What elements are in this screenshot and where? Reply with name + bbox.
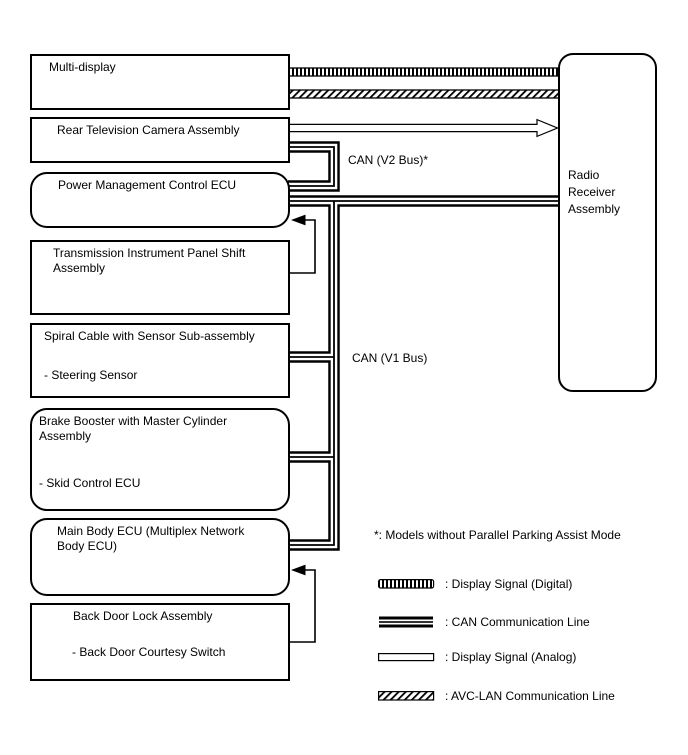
digital-signal-line [289,68,559,76]
legend-item-analog [378,650,576,664]
footnote: *: Models without Parallel Parking Assist Mode [374,528,621,542]
node-label: Brake Booster with Master Cylinder Assembly [39,414,228,443]
node-label: Multi-display [49,60,116,74]
avc-lan-line [289,90,559,98]
can-bus-lines [288,147,560,545]
node-label: Power Management Control ECU [58,178,237,192]
node-sublabel: - Steering Sensor [44,368,138,382]
legend-label: : AVC-LAN Communication Line [445,689,615,703]
node-transmission-instrument-panel-shift [30,240,290,315]
node-sublabel: - Back Door Courtesy Switch [72,645,226,659]
node-power-management-control-ecu [30,172,290,228]
node-rear-television-camera [30,117,290,163]
node-label: Radio Receiver Assembly [568,168,621,216]
legend-label: : Display Signal (Digital) [445,577,573,591]
node-main-body-ecu [30,518,290,596]
node-back-door-lock [30,603,290,681]
node-label: Back Door Lock Assembly [73,609,213,623]
node-radio-receiver-assembly [558,53,657,392]
legend-item-digital [378,577,572,591]
display-signal-digital-swatch [378,578,436,590]
can-v1-bus-label: CAN (V1 Bus) [352,351,428,365]
node-multi-display [30,54,290,110]
analog-signal-arrow [289,120,558,137]
node-label: Transmission Instrument Panel Shift Assembly [53,246,246,275]
node-label: Rear Television Camera Assembly [57,123,240,137]
legend-item-avclan [378,689,615,703]
arrow-backdoor-to-mainbody [289,565,315,642]
legend-item-can [378,615,590,629]
legend-label: : Display Signal (Analog) [445,650,577,664]
node-label: Main Body ECU (Multiplex Network Body ECU) [57,524,245,553]
arrow-transmission-to-power-ecu [289,215,315,273]
can-communication-line-swatch [378,616,436,628]
node-sublabel: - Skid Control ECU [39,476,141,490]
avc-lan-communication-line-swatch [378,690,436,702]
node-spiral-cable-with-sensor [30,323,290,398]
node-brake-booster-master-cylinder [30,408,290,511]
node-label: Spiral Cable with Sensor Sub-assembly [44,329,255,343]
legend-label: : CAN Communication Line [445,615,590,629]
can-v2-bus-label: CAN (V2 Bus)* [348,153,429,167]
display-signal-analog-swatch [378,651,436,663]
